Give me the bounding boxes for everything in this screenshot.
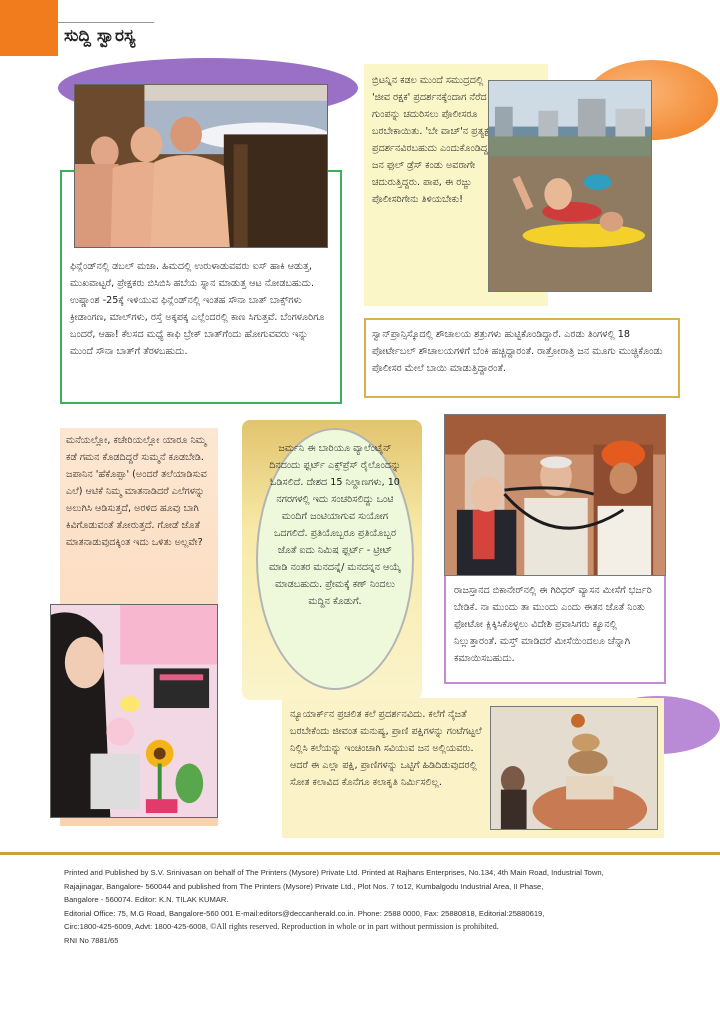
moustache-men-photo-icon (444, 414, 666, 576)
imprint-line-5 (64, 920, 664, 934)
rights-notice: ©All rights reserved. Reproduction in whole or in part without permission is prohibited. (210, 922, 499, 932)
story-text-sanfrancisco: ಸ್ವಾನ್‌ಪ್ರಾನ್ಸಿಸ್ಕೊದಲ್ಲಿ ಶೌಚಾಲಯ ಶತ್ರುಗಳು ಹುಟ್ಟಿಕೊಂಡಿದ್ದಾರೆ. ಎರಡು ತಿಂಗಳಲ್ಲಿ 18 ಪೋರ್ಟೇಬಲ್ ಶೌಚಾಲಯಗಳಿಗೆ ಬೆಂಕಿ ಹಚ್ಚಿದ್ದಾರಂತೆ. ರಾತ್ರೋರಾತ್ರಿ ಜನ ಮೂಗು ಮುಚ್ಚಿಕೊಂಡು ಪೊಲೀಸರ ಮೇಲೆ ಬಾಯಿ ಮಾಡುತ್ತಿದ್ದಾರಂತೆ. (372, 329, 663, 374)
beach-swimmers-photo-icon (488, 80, 652, 292)
contact-numbers: Circ:1800-425-6009, Advt: 1800-425-6008, (64, 922, 208, 932)
sauna-crowd-photo-icon (74, 84, 328, 248)
imprint-line-1: Printed and Published by S.V. Srinivasan on behalf of The Printers (Mysore) Private Ltd. Printed at Rajhans Enterprises, No.134, 4th Main Road, Industrial Town, (64, 868, 604, 877)
section-title: ಸುದ್ದಿ ಸ್ವಾರಸ್ಯ (64, 26, 136, 46)
story-text-germany: ಜರ್ಮನಿ ಈ ಬಾರಿಯೂ ವ್ಯಾಲೆಂಟೈನ್ ದಿನದಂದು ಫ್ಲರ್ಟ್ ಎಕ್ಸ್‌ಪ್ರೆಸ್ ರೈಲೊಂದನ್ನು ಓಡಿಸಲಿದೆ. ದೇಶದ 15 ನಿಲ್ದಾಣಗಳು, 10 ನಗರಗಳಲ್ಲಿ ಇದು ಸಂಚರಿಸಲಿದ್ದು ಒಂಟಿ ಮಂದಿಗೆ ಜಂಟಿಯಾಗುವ ಸುಯೋಗ ಒದಗಲಿದೆ. ಪ್ರತಿಯೊಬ್ಬರೂ ಪ್ರತಿಯೊಬ್ಬರ ಜೊತೆ ಐದು ನಿಮಿಷ ಫ್ಲರ್ಟ್ - ಟ್ರೀಟ್ ಮಾಡಿ ನಂತರ ಮನದನ್ನೆ/ ಮನದನ್ನನ ಆಯ್ಕೆ ಮಾಡಬಹುದು. ಪ್ರೇಮಕ್ಕೆ ಕಣ್ ನಿಂದಲು ಮದ್ದಿನ ಕೊಡುಗೆ. (269, 443, 401, 607)
corner-accent-tab (0, 0, 58, 56)
imprint-line-3: Bangalore - 560074. Editor: K.N. TILAK KUMAR. (64, 895, 229, 905)
animal-sculpture-photo-icon (490, 706, 658, 830)
footer-rule (0, 852, 720, 855)
story-text-japan: ಮನೆಯಲ್ಲೋ, ಕಚೇರಿಯಲ್ಲೋ ಯಾರೂ ನಿಮ್ಮ ಕಡೆ ಗಮನ ಕೊಡದಿದ್ದರೆ ಸುಮ್ಮನೆ ಕೂಡಬೇಡಿ. ಜಪಾನಿನ 'ಹೆಕೊಪ್ಪಾ' (ಅಂದರೆ ತಲೆಯಾಡಿಸುವ ಎಲೆ) ಆಟಿಕೆ ನಿಮ್ಮ ಮಾತನಾಡಿದರೆ ಎಲೆಗಳನ್ನು ಅಲುಗಿಸಿ ಆಡಿಸುತ್ತದೆ, ಅರಳಿದ ಹೂವು ಬಾಗಿ ಕಿವಿಗೊಡುವಂತೆ ತೋರುತ್ತದೆ. ಗೋಡೆ ಜೊತೆ ಮಾತನಾಡುವುದಕ್ಕಿಂತ ಇದು ಒಳಿತು ಅಲ್ಲವೇ? (66, 435, 207, 548)
story-text-newyork: ನ್ಯೂಯಾರ್ಕ್‌ನ ಪ್ರಚಲಿತ ಕಲೆ ಪ್ರದರ್ಶನವಿದು. ಕಲೆಗೆ ನೈಜತೆ ಬರಬೇಕೆಂದು ಜೀವಂತ ಮನುಷ್ಯ, ಪ್ರಾಣಿ ಪಕ್ಷಿಗಳನ್ನು ಗಂಟೆಗಟ್ಟಲೆ ನಿಲ್ಲಿಸಿ ಕಲೆಯನ್ನು ಇಂಚಿಂಚಾಗಿ ಸವಿಯುವ ಜನ ಅಲ್ಲಿಯವರು. ಆದರೆ ಈ ಎಲ್ಲಾ ಪಕ್ಷಿ, ಪ್ರಾಣಿಗಳನ್ನು ಒಟ್ಟಿಗೆ ಹಿಡಿದಿಡುವುದರಲ್ಲಿ ಸೋತ ಕಲಾವಿದ ಕೊನೆಗೂ ಕಲಾಕೃತಿ ನಿರ್ಮಿಸಲಿಲ್ಲ. (290, 709, 482, 788)
rni-number: RNI No 7881/65 (64, 935, 119, 945)
publication-imprint (64, 866, 664, 948)
story-text-finland: ಫಿನ್ಲೆಂಡ್‌ನಲ್ಲಿ ಡಬಲ್ ಮಜಾ. ಹಿಮದಲ್ಲಿ ಉರುಳಾಡುವವರು ಐಸ್ ಹಾಕಿ ಆಡುತ್ತ, ಮುಖವಾಟ್ಟರೆ, ಪ್ರೇಕ್ಷಕರು ಬಿಸಿಬಿಸಿ ಹಬೆಯ ಸ್ನಾನ ಮಾಡುತ್ತ ಆಟ ನೋಡಬಹುದು. ಉಷ್ಣಾಂಶ -25ಕ್ಕೆ ಇಳಿಯುವ ಫಿನ್ಲೆಂಡ್‌ನಲ್ಲಿ ಇಂತಹ ಸೌನಾ ಬಾತ್ ಬಾಕ್ಸ್‌ಗಳು ಕ್ರೀಡಾಂಗಣ, ಮಾಲ್‌ಗಳು, ರಸ್ತೆ ಅಕ್ಕಪಕ್ಕ ಎಲ್ಲೆಂದರಲ್ಲಿ ಕಾಣ ಸಿಗುತ್ತವೆ. ಬೆಂಗಳೂರಿಗೂ ಬಂದರೆ, ಆಹಾ! ಕೆಲಸದ ಮಧ್ಯೆ ಕಾಫಿ ಬ್ರೇಕ್ ಬಾತ್‌ಗೆಂದು ಹೋಗುವವರು ಇನ್ನು ಮುಂದೆ ಸೌನಾ ಬಾತ್‌ಗೆ ತೆರಳಬಹುದು. (70, 261, 325, 357)
woman-with-flower-toy-photo-icon (50, 604, 218, 818)
title-rule (58, 22, 154, 23)
story-text-rajasthan: ರಾಜಸ್ತಾನದ ಬಿಕಾನೇರ್‌ನಲ್ಲಿ ಈ ಗಿರಿಧರ್ ವ್ಯಾಸನ ಮೀಸೆಗೆ ಭರ್ಜರಿ ಬೇಡಿಕೆ. ನಾ ಮುಂದು ತಾ ಮುಂದು ಎಂದು ಈತನ ಜೊತೆ ನಿಂತು ಫೋಟೋ ಕ್ಲಿಕ್ಕಿಸಿಕೊಳ್ಳಲು ವಿದೇಶಿ ಪ್ರವಾಸಿಗರು ಕ್ಯೂನಲ್ಲಿ ನಿಲ್ಲುತ್ತಾರಂತೆ. ಮಸ್ತ್ ಮಾಡಿದರೆ ಮೀಸೆಯಿಂದಲೂ ಚೆನ್ನಾಗಿ ಕಮಾಯಿಸಬಹುದು. (454, 585, 652, 664)
imprint-line-4: Editorial Office: 75, M.G Road, Bangalore-560 001 E-mail:editors@deccanherald.co.in. Phone: 2588 0000, Fax: 25880818, Editorial:25880619, (64, 908, 545, 918)
imprint-line-2: Rajajinagar, Bangalore- 560044 and published from The Printers (Mysore) Private Ltd., Plot Nos. 7 to12, Kumbalgodu Industrial Area, II Phase, (64, 881, 544, 891)
story-text-britain: ಬ್ರಿಟನ್ನಿನ ಕಡಲ ಮುಂದೆ ಸಮುದ್ರದಲ್ಲಿ 'ಜೀವ ರಕ್ಷಕ' ಪ್ರದರ್ಶನಕ್ಕೆಂದಾಗ ನೆರೆದ ಗುಂಪನ್ನು ಚದುರಿಸಲು ಪೊಲೀಸರೂ ಬರಬೇಕಾಯಿತು. 'ಬೇ ವಾಚ್'ನ ಪ್ರತ್ಯಕ್ಷ ಪ್ರದರ್ಶನವಿರಬಹುದು ಎಂದುಕೊಂಡಿದ್ದ ಜನ ಫುಲ್ ಡ್ರೆಸ್ ಕಂಡು ಅವರಾಗೇ ಚದುರುತ್ತಿದ್ದರು. ಪಾಪ, ಈ ರಜ್ಜು ಪೊಲೀಸರಿಗೇನು ತಿಳಿಯಬೇಕು! (372, 75, 490, 205)
